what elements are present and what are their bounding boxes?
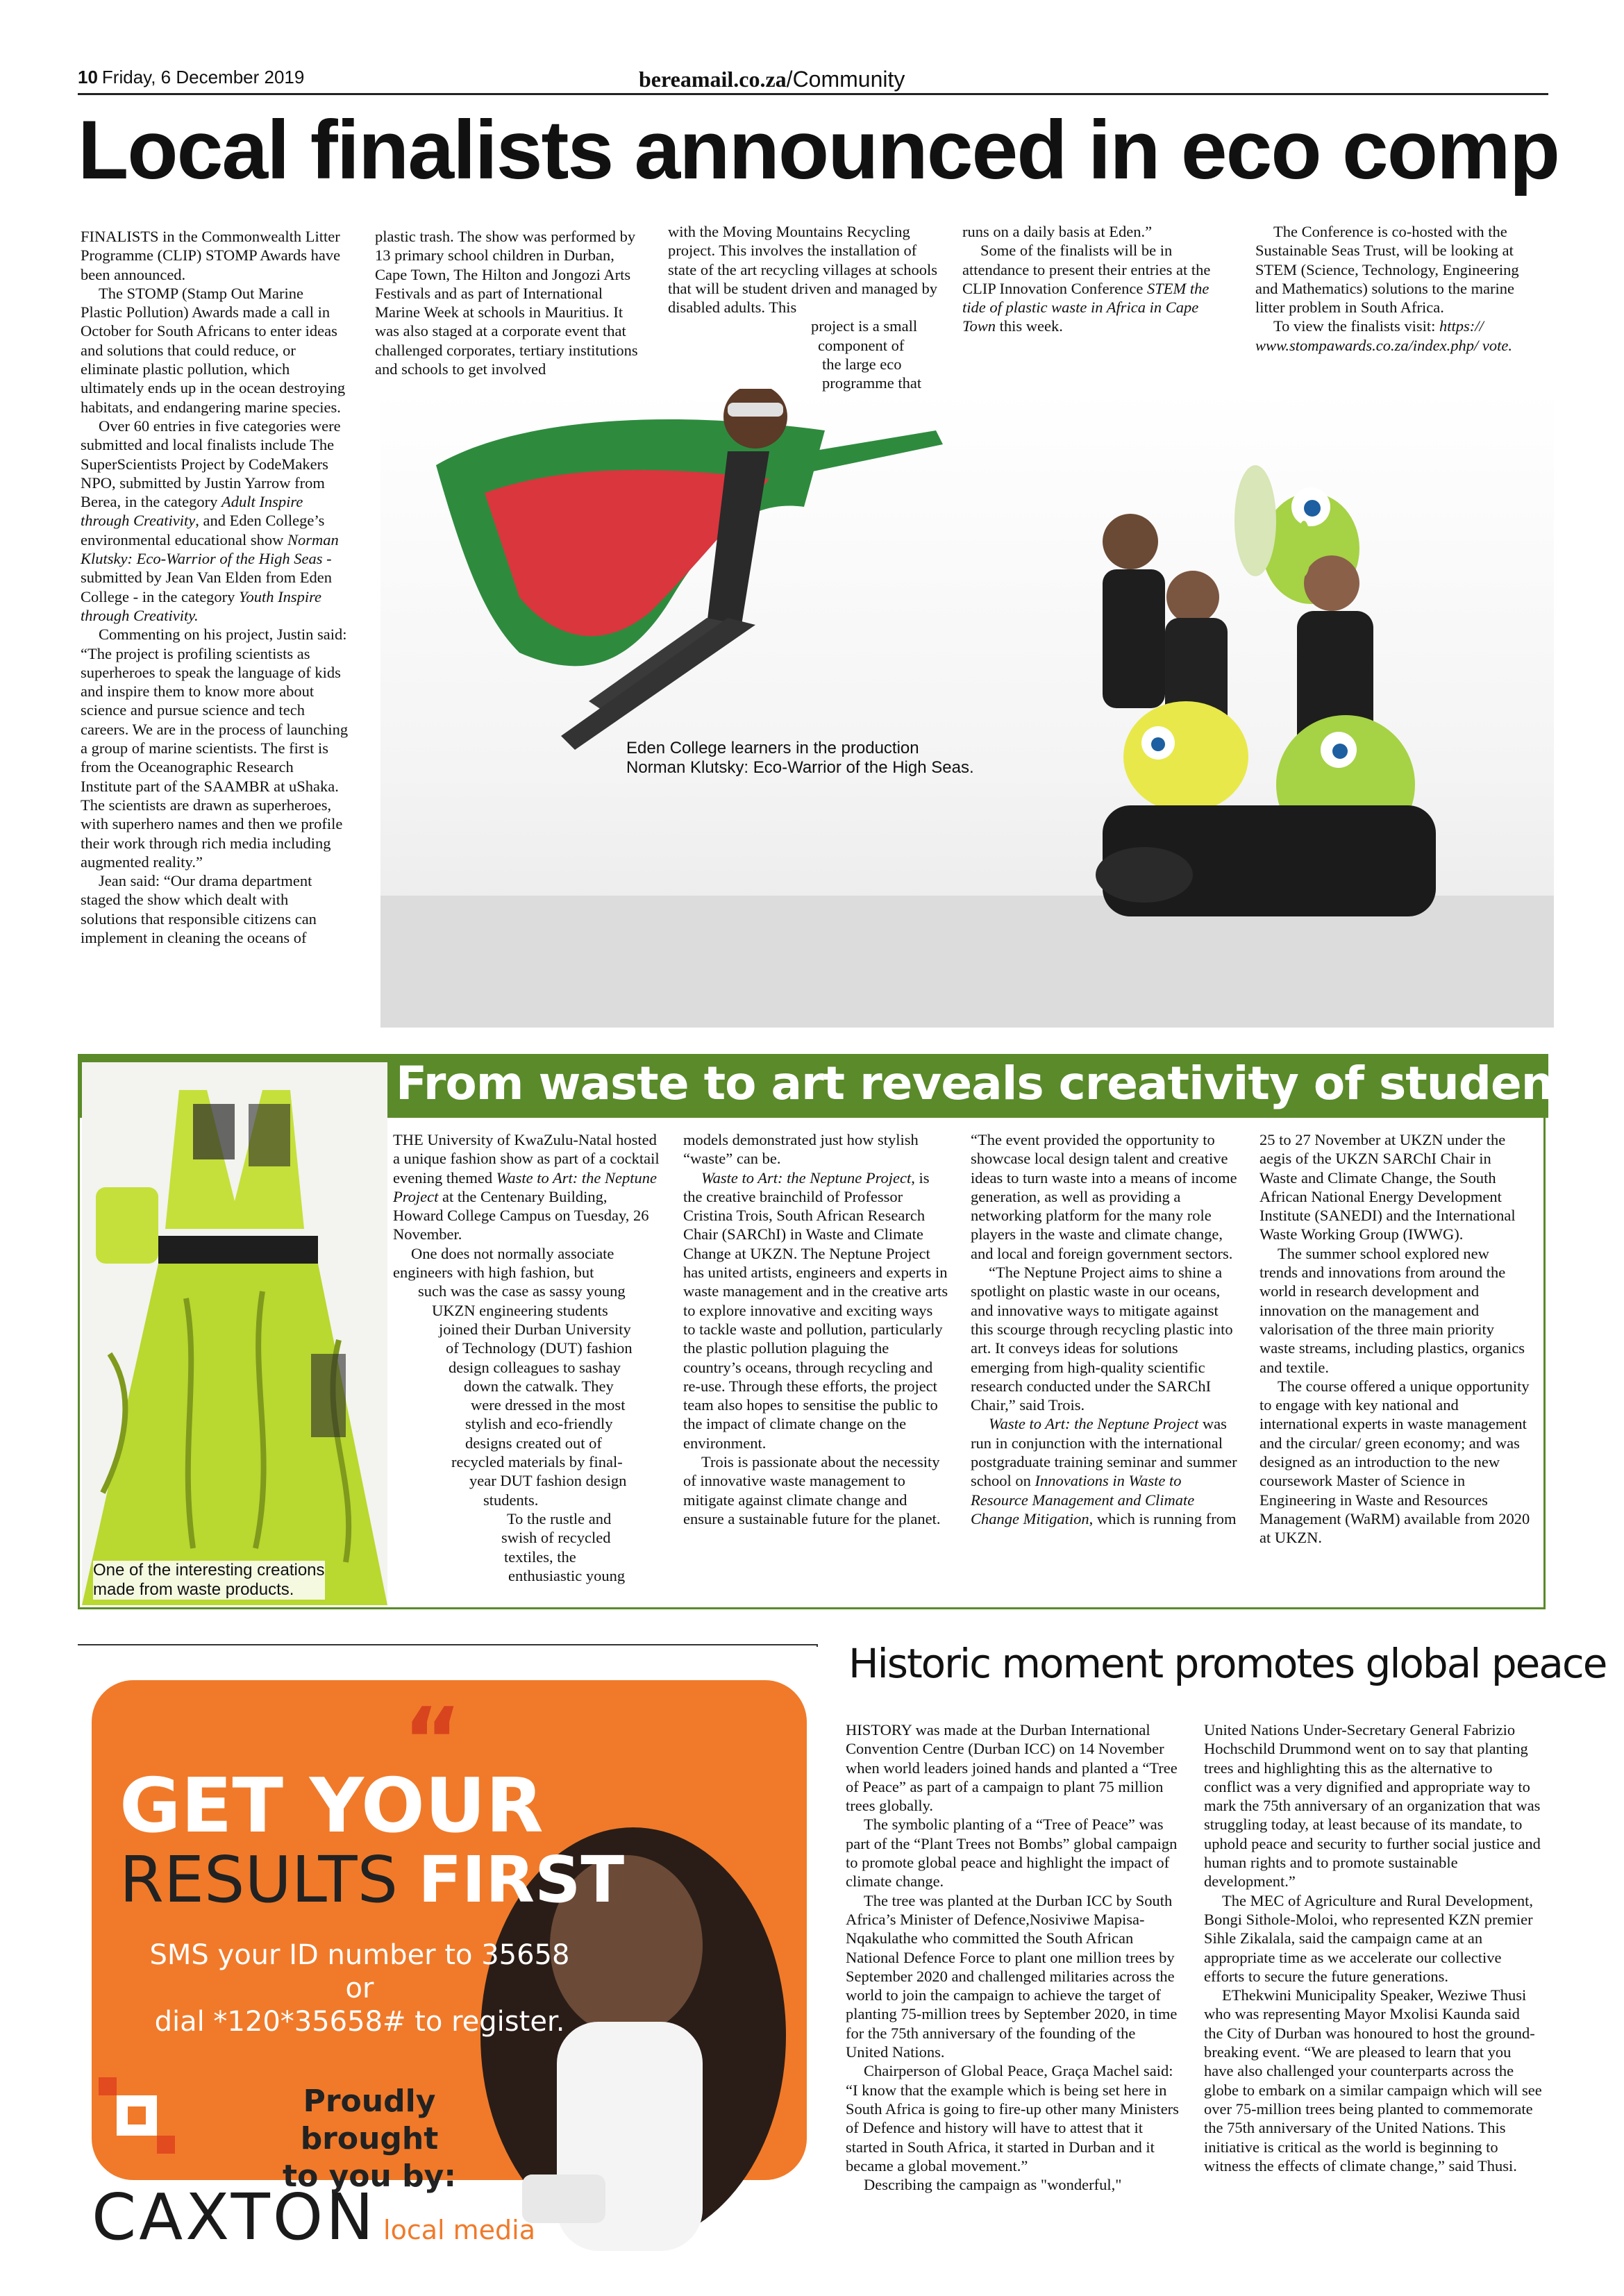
ad-line1: GET YOUR <box>119 1763 544 1850</box>
ad-brought-line: Proudly brought <box>300 2084 439 2156</box>
ad-brought-line: to you by: <box>283 2159 456 2194</box>
section-header <box>639 67 905 92</box>
caxton-logo-text <box>92 2180 535 2254</box>
ad-line2-first: FIRST <box>418 1843 625 1917</box>
caption-line: Norman Klutsky: Eco-Warrior of the High Seas. <box>626 758 974 777</box>
article3-col2: United Nations Under-Secretary General Fabrizio Hochschild Drummond went on to say that planting trees and highlighting this as the alternative to conflict was a very dignified and appropriate way to mark the 75th anniversary of an organization that was struggling today, at least because of its mandate, to uphold peace and security to further social justice and human rights and to promote sustainable development.” The MEC of Agriculture and Rural Development, Bongi Sithole-Moloi, who represented KZN premier Sihle Zikalala, said the campaign came at an appropriate time as we accelerate our collective efforts to secure the future generations. EThekwini Municipality Speaker, Weziwe Thusi who was representing Mayor Mxolisi Kaunda said the City of Durban was honoured to host the ground-breaking event. “We are pleased to learn that you have also challenged your counterparts across the globe to embark on a similar campaign which will see over 75-million trees being planted to commemorate the 75th anniversary of the United Nations. This initiative is critical as the world is beginning to witness the effects of climate change,” said Thusi. <box>1204 1721 1542 2175</box>
issue-date: Friday, 6 December 2019 <box>101 67 305 87</box>
caption-line: made from waste products. <box>93 1580 294 1599</box>
caption-line: Eden College learners in the production <box>626 739 919 757</box>
article2-headline: From waste to art reveals creativity of students <box>396 1057 1601 1110</box>
page-folio <box>78 67 304 88</box>
article2-col4: 25 to 27 November at UKZN under the aegis of the UKZN SARChI Chair in Waste and Climate Change, the South African National Energy Development Institute (SANEDI) and the International Waste Working Group (IWWG). The summer school explored new trends and innovations from around the world in research development and innovation on the management and valorisation of the three main priority waste streams, including plastics, organics and textile. The course offered a unique opportunity to engage with key national and international experts in waste management and the circular/ green economy; and was designed as an introduction to the new coursework Master of Science in Engineering in Waste and Resources Management (WaRM) available from 2020 at UKZN. <box>1259 1131 1530 1547</box>
section-name: /Community <box>786 67 905 92</box>
quote-mark: “ <box>403 1688 462 1793</box>
ad-top-rule <box>78 1644 818 1645</box>
ad-sms-instructions <box>137 1938 582 2038</box>
article1-col4: runs on a daily basis at Eden.” Some of the finalists will be in attendance to present their entries at the CLIP Innovation Conference STEM the tide of plastic waste in Africa in Cape Town this week. <box>962 223 1211 335</box>
caxton-advert[interactable] <box>78 1647 818 2286</box>
header-rule <box>78 93 1548 95</box>
article1-col3: with the Moving Mountains Recycling project. This involves the installation of state of the art recycling villages at schools that will be student driven and managed by disabled adults. This project is a small component of the large eco programme that <box>668 223 938 392</box>
article2-col2: models demonstrated just how stylish “waste” can be. Waste to Art: the Neptune Project, is the creative brainchild of Professor Cristina Trois, South African Research Chair (SARChI) in Waste and Climate Change at UKZN. The Neptune Project has united artists, engineers and experts in waste management and in the creative arts to explore innovative and exciting ways to tackle waste and pollution, particularly the plastic pollution plaguing the country’s oceans, through recycling and re-use. Through these efforts, the project team also hopes to sensitise the public to the impact of climate change on the environment. Trois is passionate about the necessity of innovative waste management to mitigate against climate change and ensure a sustainable future for the planet. <box>683 1131 948 1527</box>
brand-name: CAXTON <box>92 2180 377 2254</box>
ad-line2-results: RESULTS <box>119 1843 398 1917</box>
waste-dress-photo <box>82 1062 387 1605</box>
eco-photo-caption <box>626 739 974 778</box>
article1-col1: FINALISTS in the Commonwealth Litter Programme (CLIP) STOMP Awards have been announced. The STOMP (Stamp Out Marine Plastic Pollution) Awards made a call in October for South Africans to enter ideas and solutions that could reduce, or eliminate plastic pollution, which ultimately ends up in the ocean destroying habitats, and endangering marine species. Over 60 entries in five categories were submitted and local finalists include The SuperScientists Project by CodeMakers NPO, submitted by Justin Yarrow from Berea, in the category Adult Inspire through Creativity, and Eden College’s environmental educational show Norman Klutsky: Eco-Warrior of the High Seas - submitted by Jean Van Elden from Eden College - in the category Youth Inspire through Creativity. Commenting on his project, Justin said: “The project is profiling scientists as superheroes to speak the language of kids and inspire them to know more about science and pursue science and tech careers. We are in the process of launching a group of marine scientists. The first is from the Oceanographic Research Institute part of the SAAMBR at uShaka. The scientists are drawn as superheroes, with superhero names and then we profile their work through rich media including augmented reality.” Jean said: “Our drama department staged the show which dealt with solutions that responsible citizens can implement in cleaning the oceans of <box>81 228 349 946</box>
page-number: 10 <box>78 67 98 87</box>
article1-col2: plastic trash. The show was performed by 13 primary school children in Durban, Cape Town, The Hilton and Jongozi Arts Festivals and as part of International Marine Week at schools in Mauritius. It was also staged at a corporate event that challenged corporates, tertiary institutions and schools to get involved <box>375 227 640 378</box>
brand-sub: local media <box>383 2215 535 2245</box>
ad-brought-by <box>244 2083 494 2195</box>
caption-line: One of the interesting creations <box>93 1561 325 1579</box>
article1-col5: The Conference is co-hosted with the Sustainable Seas Trust, will be looking at STEM (Science, Technology, Engineering and Mathematics) solutions to the marine litter problem in South Africa. To view the finalists visit: https:// www.stompawards.co.za/index.php/ vote. <box>1255 223 1519 354</box>
eco-warrior-illustration <box>380 389 1554 1028</box>
article2-col1: THE University of KwaZulu-Natal hosted a unique fashion show as part of a cocktail evening themed Waste to Art: the Neptune Project at the Centenary Building, Howard College Campus on Tuesday, 26 November. One does not normally associate engineers with high fashion, but such was the case as sassy young UKZN engineering students joined their Durban University of Technology (DUT) fashion design colleagues to sashay down the catwalk. They were dressed in the most stylish and eco-friendly designs created out of recycled materials by final- year DUT fashion design students. To the rustle and swish of recycled textiles, the enthusiastic young <box>393 1131 660 1584</box>
ad-line2 <box>119 1843 625 1917</box>
article3-headline: Historic moment promotes global peace <box>848 1640 1607 1687</box>
article2-col3: “The event provided the opportunity to showcase local design talent and creative ideas to turn waste into a means of income generation, as well as providing a networking platform for the many role players in the waste and climate change, and local and foreign government sectors. “The Neptune Project aims to shine a spotlight on plastic waste in our oceans, and innovative ways to mitigate against this scourge through recycling plastic into art. It conveys ideas for solutions emerging from high-quality scientific research conducted under the SARChI Chair,” said Trois. Waste to Art: the Neptune Project was run in conjunction with the international postgraduate training seminar and summer school on Innovations in Waste to Resource Management and Climate Change Mitigation, which is running from <box>971 1131 1237 1527</box>
dress-photo-caption <box>93 1561 325 1600</box>
article3-col1: HISTORY was made at the Durban International Convention Centre (Durban ICC) on 14 November when world leaders joined hands and planted a “Tree of Peace” as part of a campaign to plant 75 million trees globally. The symbolic planting of a “Tree of Peace” was part of the “Plant Trees not Bombs” global campaign to promote global peace and highlight the impact of climate change. The tree was planted at the Durban ICC by South Africa’s Minister of Defence,Nosiviwe Mapisa-Nqakulathe who committed the South African National Defence Force to plant one million trees by September 2020 and challenged militaries across the world to join the campaign to achieve the target of planting 75-million trees by September 2020, in time for the 75th anniversary of the founding of the United Nations. Chairperson of Global Peace, Graça Machel said: “I know that the example which is being set here in South Africa is going to fire-up other many Ministers of Defence and history will have to attest that it started in South Africa, it started in Durban and it became a global movement.” Describing the campaign as "wonderful," <box>846 1721 1179 2194</box>
article1-headline: Local finalists announced in eco comp <box>78 103 1559 196</box>
ad-sms-line: dial *120*35658# to register. <box>154 2006 565 2038</box>
site-domain[interactable]: bereamail.co.za <box>639 67 787 92</box>
eco-warrior-photo <box>380 389 1554 1028</box>
waste-dress-illustration <box>82 1062 387 1605</box>
ad-sms-line: SMS your ID number to 35658 or <box>149 1939 570 2004</box>
